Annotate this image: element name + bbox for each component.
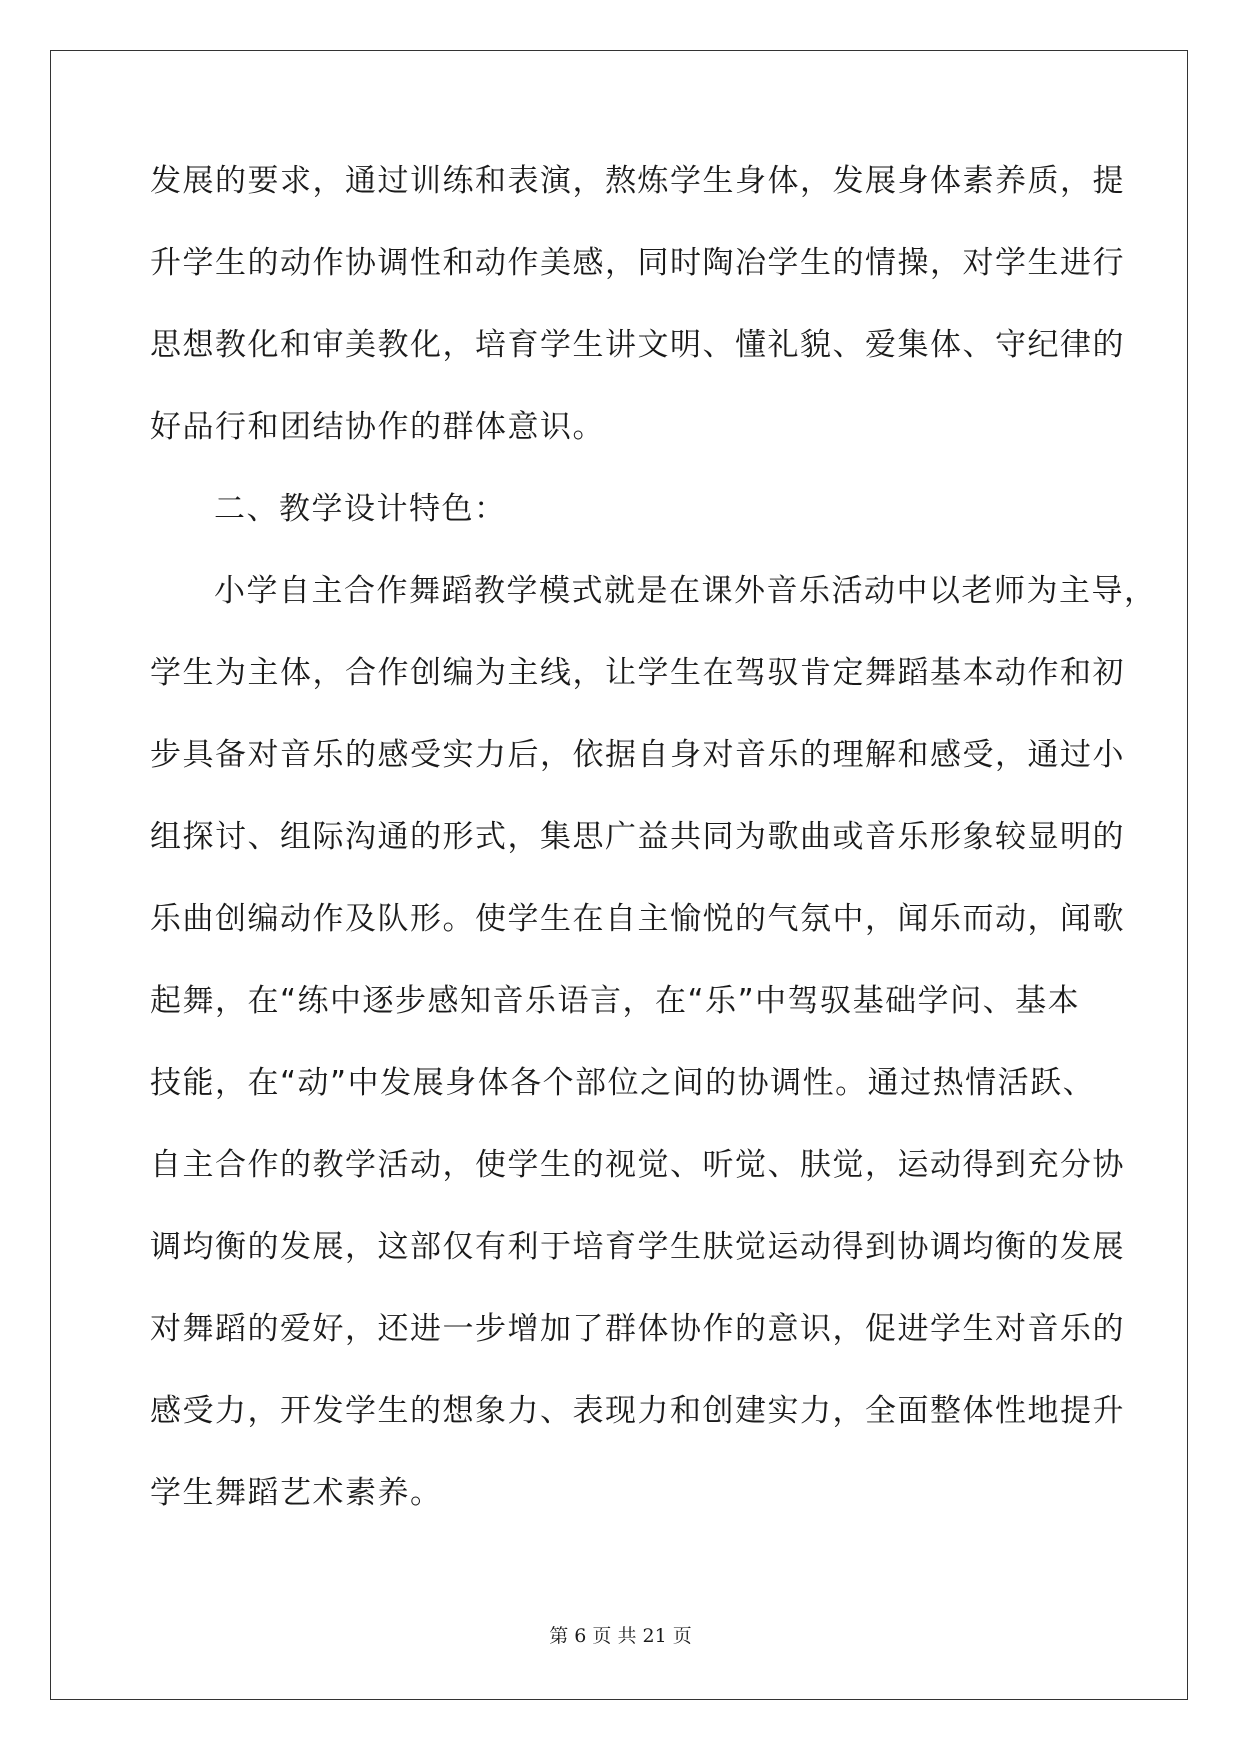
text-line: 对舞蹈的爱好，还进一步增加了群体协作的意识，促进学生对音乐的 xyxy=(150,1311,1125,1347)
text-line: 升学生的动作协调性和动作美感，同时陶冶学生的情操，对学生进行 xyxy=(150,245,1125,281)
text-line: 学生为主体，合作创编为主线，让学生在驾驭肯定舞蹈基本动作和初 xyxy=(150,655,1125,691)
text-line: 组探讨、组际沟通的形式，集思广益共同为歌曲或音乐形象较显明的 xyxy=(150,819,1125,855)
text-line: 调均衡的发展，这部仅有利于培育学生肤觉运动得到协调均衡的发展 xyxy=(150,1229,1125,1265)
text-line: 小学自主合作舞蹈教学模式就是在课外音乐活动中以老师为主导， xyxy=(214,573,1157,609)
text-line: 思想教化和审美教化，培育学生讲文明、懂礼貌、爱集体、守纪律的 xyxy=(150,327,1125,363)
text-line: 感受力，开发学生的想象力、表现力和创建实力，全面整体性地提升 xyxy=(150,1393,1125,1429)
text-line: 步具备对音乐的感受实力后，依据自身对音乐的理解和感受，通过小 xyxy=(150,737,1125,773)
text-line: 起舞，在“练中逐步感知音乐语言，在“乐”中驾驭基础学问、基本 xyxy=(150,983,1081,1019)
text-line: 学生舞蹈艺术素养。 xyxy=(150,1475,443,1511)
text-line: 技能，在“动”中发展身体各个部位之间的协调性。通过热情活跃、 xyxy=(150,1065,1096,1101)
document-body xyxy=(150,140,1157,1534)
text-line: 好品行和团结协作的群体意识。 xyxy=(150,409,605,445)
page-number-footer: 第 6 页 共 21 页 xyxy=(549,1625,692,1647)
text-line: 发展的要求，通过训练和表演，熬炼学生身体，发展身体素养质，提 xyxy=(150,163,1125,199)
text-line: 乐曲创编动作及队形。使学生在自主愉悦的气氛中，闻乐而动，闻歌 xyxy=(150,901,1125,937)
text-line: 自主合作的教学活动，使学生的视觉、听觉、肤觉，运动得到充分协 xyxy=(150,1147,1125,1183)
section-heading: 二、教学设计特色： xyxy=(214,491,507,527)
